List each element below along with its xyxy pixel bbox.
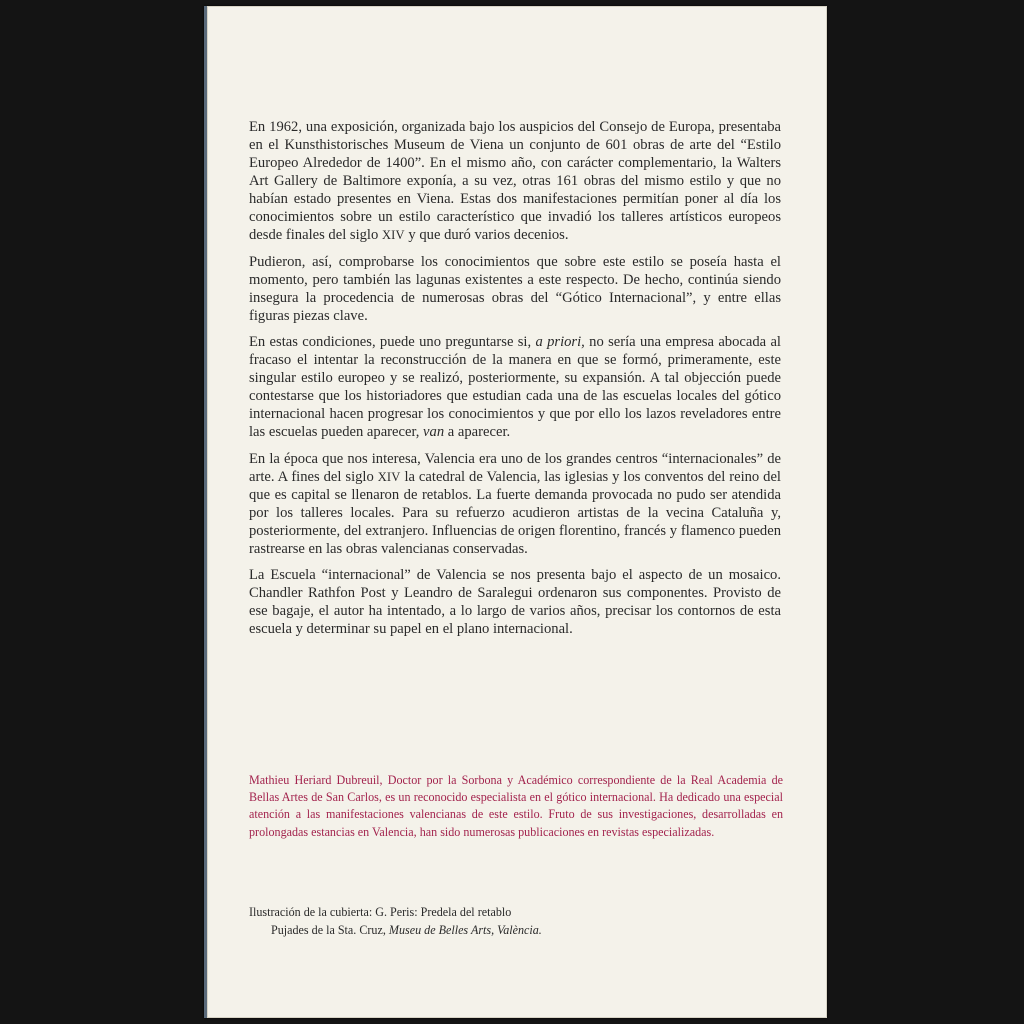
- century-numeral: XIV: [381, 228, 405, 242]
- paragraph-text: Pudieron, así, comprobarse los conocimientos que sobre este estilo se poseía hasta el momento, pero también las lagunas existentes a este respecto. De hecho, continúa siendo insegura la procedencia de numerosas obras del “Gótico Internacional”, y entre ellas figuras piezas clave.: [249, 253, 781, 324]
- cover-illustration-credit: [249, 903, 669, 939]
- museum-name: Museu de Belles Arts, València.: [388, 923, 542, 937]
- paragraph-text: a aparecer.: [444, 424, 511, 440]
- paragraph-text: no sería una empresa abocada al fracaso el intentar la reconstrucción de la manera en que se formó, primeramente, este singular estilo europeo y se realizó, posteriormente, su expansión. A tal objección puede contestarse que los historiadores que estudian cada una de las escuelas locales del gótico internacional hacen progresar los conocimientos y que por ello los lazos reveladores entre las escuelas pueden aparecer,: [249, 334, 781, 440]
- paragraph-text: En la época que nos interesa, Valencia era uno de los grandes centros “internacionales” de arte. A fines del siglo: [249, 450, 781, 485]
- blurb-paragraph-5: [249, 566, 781, 638]
- paragraph-text: la catedral de Valencia, las iglesias y los conventos del reino del que es capital se llenaron de retablos. La fuerte demanda provocada no pudo ser atendida por los talleres locales. Para su refuerzo acudieron artistas de la vecina Cataluña y, posteriormente, del extranjero. Influencias de origen florentino, francés y flamenco pueden rastrearse en las obras valencianas conservadas.: [249, 468, 781, 557]
- credit-line-1: Ilustración de la cubierta: G. Peris: Predela del retablo: [249, 905, 512, 919]
- italic-term: van: [423, 424, 445, 440]
- paragraph-text: La Escuela “internacional” de Valencia se nos presenta bajo el aspecto de un mosaico. Chandler Rathfon Post y Leandro de Saralegui ordenaron sus componentes. Provisto de ese bagaje, el autor ha intentado, a lo largo de varios años, precisar los contornos de esta escuela y determinar su papel en el plano internacional.: [249, 567, 781, 637]
- credit-text: Pujades de la Sta. Cruz,: [271, 923, 389, 937]
- book-back-cover: [204, 6, 827, 1018]
- paragraph-text: En estas condiciones, puede uno preguntarse si,: [249, 334, 536, 350]
- blurb-text: [249, 118, 781, 647]
- blurb-paragraph-4: [249, 450, 781, 558]
- author-bio: Mathieu Heriard Dubreuil, Doctor por la Sorbona y Académico correspondiente de la Real Academia de Bellas Artes de San Carlos, es un reconocido especialista en el gótico internacional. Ha dedicado una especial atención a las manifestaciones valencianas de este estilo. Fruto de sus investigaciones, desarrolladas en prolongadas estancias en Valencia, han sido numerosas publicaciones en revistas especializadas.: [249, 773, 783, 839]
- century-numeral: XIV: [377, 469, 401, 484]
- paragraph-text: y que duró varios decenios.: [404, 227, 569, 243]
- paragraph-text: En 1962, una exposición, organizada bajo los auspicios del Consejo de Europa, presentaba en el Kunsthistorisches Museum de Viena un conjunto de 601 obras de arte del “Estilo Europeo Alrededor de 1400”. En el mismo año, con carácter complementario, la Walters Art Gallery de Baltimore exponía, a su vez, otras 161 obras del mismo estilo y que no habían estado presentes en Viena. Estas dos manifestaciones permitían poner al día los conocimientos sobre un estilo característico que invadió los talleres artísticos europeos desde finales del siglo: [249, 119, 781, 243]
- credit-line-2: [249, 921, 669, 939]
- italic-term: a priori,: [535, 334, 585, 350]
- blurb-paragraph-3: [249, 333, 781, 441]
- blurb-paragraph-1: [249, 118, 781, 244]
- blurb-paragraph-2: [249, 253, 781, 325]
